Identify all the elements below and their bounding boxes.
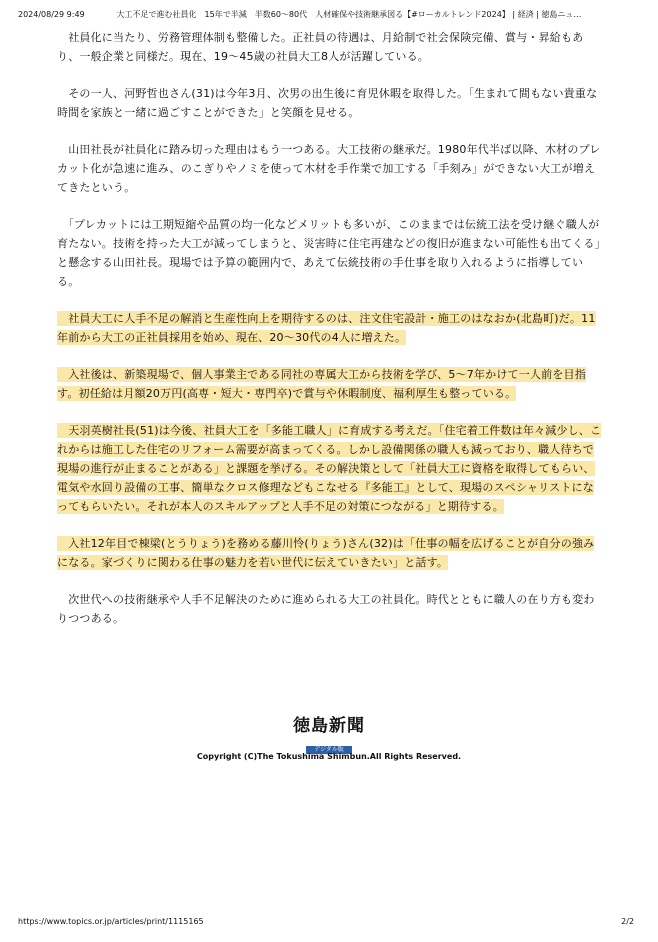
print-header xyxy=(18,9,644,20)
logo-name: 徳島新聞 xyxy=(293,716,365,736)
article-paragraph: 次世代への技術継承や人手不足解決のために進められる大工の社員化。時代とともに職人の在り方も変わりつつある。 xyxy=(57,593,595,625)
article-paragraph-highlighted: 入社後は、新築現場で、個人事業主である同社の専属大工から技術を学び、5～7年かけて一人前を目指す。初任給は月額20万円(高専・短大・専門卒)で賞与や休暇制度、福利厚生も整っている。 xyxy=(57,368,586,400)
logo-subtitle: デジタル版 xyxy=(306,746,352,754)
article-paragraph: その一人、河野哲也さん(31)は今年3月、次男の出生後に育児休暇を取得した。「生まれて間もない貴重な時間を家族と一緒に過ごすことができた」と笑顔を見せる。 xyxy=(57,87,598,119)
footer-url: https://www.topics.or.jp/articles/print/1115165 xyxy=(18,917,204,926)
print-datetime: 2024/08/29 9:49 xyxy=(18,10,85,19)
article-paragraph: 山田社長が社員化に踏み切った理由はもう一つある。大工技術の継承だ。1980年代半ば以降、木材のプレカット化が急速に進み、のこぎりやノミを使って木材を手作業で加工する「手刻み」ができない大工が増えてきたという。 xyxy=(57,143,601,194)
article-body xyxy=(57,28,605,646)
article-paragraph: 社員化に当たり、労務管理体制も整備した。正社員の待遇は、月給制で社会保険完備、賞与・昇給もあり、一般企業と同様だ。現在、19～45歳の社員大工8人が活躍している。 xyxy=(57,31,584,63)
article-paragraph-highlighted: 入社12年目で棟梁(とうりょう)を務める藤川怜(りょう)さん(32)は「仕事の幅を広げることが自分の強みになる。家づくりに関わる仕事の魅力を若い世代に伝えていきたい」と話す。 xyxy=(57,537,595,569)
article-paragraph: 「プレカットには工期短縮や品質の均一化などメリットも多いが、このままでは伝統工法を受け継ぐ職人が育たない。技術を持った大工が減ってしまうと、災害時に住宅再建などの復旧が進まない可能性も出てくる」と懸念する山田社長。現場では予算の範囲内で、あえて伝統技術の手仕事を取り入れるように指導している。 xyxy=(57,218,601,288)
copyright-notice: Copyright (C)The Tokushima Shimbun.All Rights Reserved. xyxy=(196,752,462,761)
article-paragraph-highlighted: 社員大工に人手不足の解消と生産性向上を期待するのは、注文住宅設計・施工のはなおか(北島町)だ。11年前から大工の正社員採用を始め、現在、20～30代の4人に増えた。 xyxy=(57,312,596,344)
footer-page-number: 2/2 xyxy=(621,917,634,926)
article-paragraph-highlighted: 天羽英樹社長(51)は今後、社員大工を「多能工職人」に育成する考えだ。「住宅着工件数は年々減少し、これからは施工した住宅のリフォーム需要が高まってくる。しかし設備関係の職人も減っており、職人待ちで現場の進行が止まることがある」と課題を挙げる。その解決策として「社員大工に資格を取得してもらい、電気や水回り設備の工事、簡単なクロス修理などもこなせる『多能工』として、現場のスペシャリストになってもらいたい。それが本人のスキルアップと人手不足の対策につながる」と期待する。 xyxy=(57,424,602,513)
print-page-title: 大工不足で進む社員化 15年で半減 半数60～80代 人材確保や技術継承図る【#ローカルトレンド2024】 | 経済 | 徳島ニュ… xyxy=(116,10,582,19)
newspaper-logo xyxy=(0,716,658,755)
